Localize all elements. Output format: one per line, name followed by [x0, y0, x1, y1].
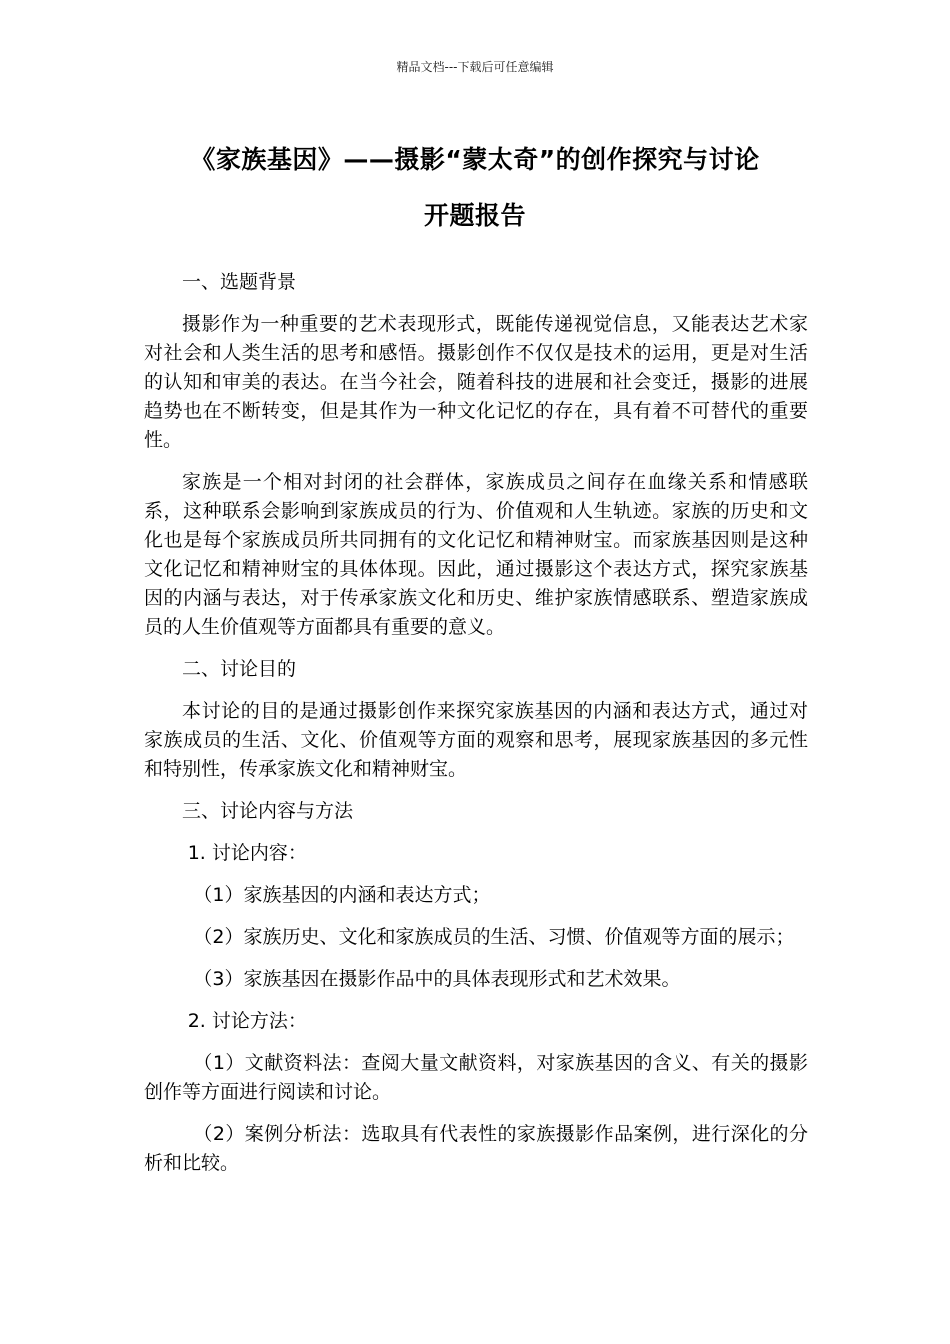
header-note: 精品文档---下载后可任意编辑	[396, 60, 554, 74]
section-heading-purpose: 二、讨论目的	[182, 658, 297, 680]
document-subtitle: 开题报告	[423, 201, 526, 230]
content-item-1: （1）家族基因的内涵和表达方式；	[193, 884, 491, 906]
paragraph-purpose: 本讨论的目的是通过摄影创作来探究家族基因的内涵和表达方式，通过对家族成员的生活、文化、价值观等方面的观察和思考，展现家族基因的多元性和特别性，传承家族文化和精神财宝。	[144, 700, 808, 780]
paragraph-background-2: 家族是一个相对封闭的社会群体，家族成员之间存在血缘关系和情感联系，这种联系会影响到家族成员的行为、价值观和人生轨迹。家族的历史和文化也是每个家族成员所共同拥有的文化记忆和精神财宝。而家族基因则是这种文化记忆和精神财宝的具体体现。因此，通过摄影这个表达方式，探究家族基因的内涵与表达，对于传承家族文化和历史、维护家族情感联系、塑造家族成员的人生价值观等方面都具有重要的意义。	[144, 471, 808, 638]
paragraph-background-1: 摄影作为一种重要的艺术表现形式，既能传递视觉信息，又能表达艺术家对社会和人类生活的思考和感悟。摄影创作不仅仅是技术的运用，更是对生活的认知和审美的表达。在当今社会，随着科技的进展和社会变迁，摄影的进展趋势也在不断转变，但是其作为一种文化记忆的存在，具有着不可替代的重要性。	[144, 313, 808, 451]
section-heading-background: 一、选题背景	[182, 271, 297, 293]
method-item-1: （1）文献资料法：查阅大量文献资料，对家族基因的含义、有关的摄影创作等方面进行阅读和讨论。	[144, 1052, 808, 1103]
content-label: 1. 讨论内容：	[187, 842, 307, 864]
document-body	[144, 268, 808, 1191]
content-item-2: （2）家族历史、文化和家族成员的生活、习惯、价值观等方面的展示；	[193, 926, 795, 948]
content-item-3: （3）家族基因在摄影作品中的具体表现形式和艺术效果。	[193, 968, 681, 990]
document-title: 《家族基因》——摄影“蒙太奇”的创作探究与讨论	[190, 145, 760, 174]
section-heading-content-method: 三、讨论内容与方法	[182, 800, 354, 822]
method-item-2: （2）案例分析法：选取具有代表性的家族摄影作品案例，进行深化的分析和比较。	[144, 1123, 808, 1174]
method-label: 2. 讨论方法：	[187, 1010, 307, 1032]
